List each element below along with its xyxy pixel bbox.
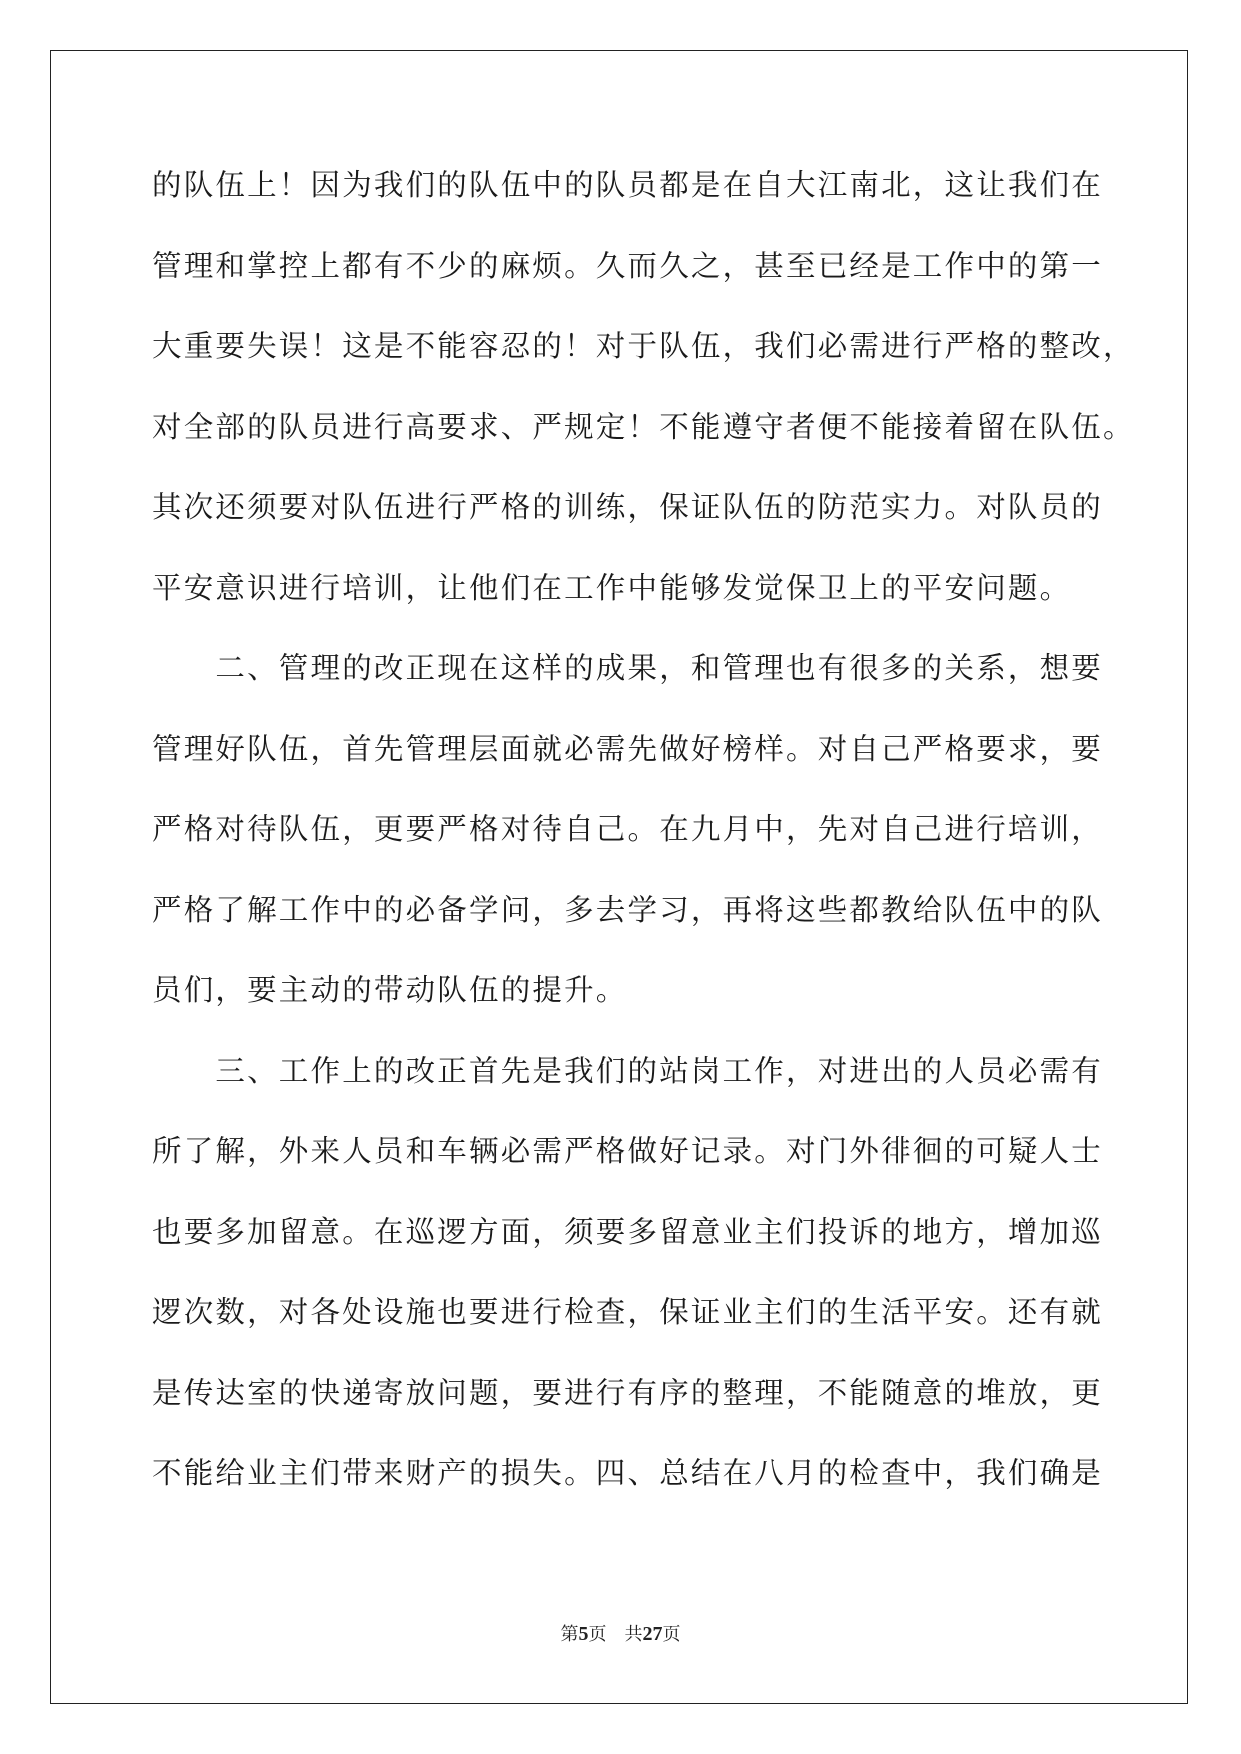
- text-line: 其次还须要对队伍进行严格的训练，保证队伍的防范实力。对队员的: [152, 490, 1104, 524]
- page-footer: [0, 1620, 1241, 1646]
- text-line: 员们，要主动的带动队伍的提升。: [152, 973, 628, 1007]
- text-line: 三、工作上的改正首先是我们的站岗工作，对进出的人员必需有: [152, 1053, 1104, 1088]
- total-suffix: 页: [662, 1624, 681, 1645]
- text-line: 所了解，外来人员和车辆必需严格做好记录。对门外徘徊的可疑人士: [152, 1134, 1104, 1168]
- total-pages: 27: [642, 1623, 663, 1645]
- text-line: 大重要失误！这是不能容忍的！对于队伍，我们必需进行严格的整改，: [152, 329, 1135, 363]
- total-prefix: 共: [624, 1624, 643, 1645]
- text-line: 逻次数，对各处设施也要进行检查，保证业主们的生活平安。还有就: [152, 1295, 1104, 1329]
- text-line: 对全部的队员进行高要求、严规定！不能遵守者便不能接着留在队伍。: [152, 409, 1135, 444]
- text-line: 是传达室的快递寄放问题，要进行有序的整理，不能随意的堆放，更: [152, 1375, 1104, 1410]
- text-line: 也要多加留意。在巡逻方面，须要多留意业主们投诉的地方，增加巡: [152, 1214, 1104, 1249]
- page-number: 5: [578, 1623, 589, 1645]
- text-line: 的队伍上！因为我们的队伍中的队员都是在自大江南北，这让我们在: [152, 168, 1104, 202]
- text-line: 二、管理的改正现在这样的成果，和管理也有很多的关系，想要: [152, 651, 1104, 685]
- text-line: 不能给业主们带来财产的损失。四、总结在八月的检查中，我们确是: [152, 1456, 1104, 1490]
- page-suffix: 页: [588, 1624, 607, 1645]
- text-line: 严格对待队伍，更要严格对待自己。在九月中，先对自己进行培训，: [152, 812, 1104, 846]
- document-body: [152, 162, 1135, 1531]
- page-prefix: 第: [560, 1624, 579, 1645]
- text-line: 管理和掌控上都有不少的麻烦。久而久之，甚至已经是工作中的第一: [152, 248, 1104, 283]
- text-line: 平安意识进行培训，让他们在工作中能够发觉保卫上的平安问题。: [152, 570, 1072, 605]
- text-line: 严格了解工作中的必备学问，多去学习，再将这些都教给队伍中的队: [152, 892, 1104, 927]
- text-line: 管理好队伍，首先管理层面就必需先做好榜样。对自己严格要求，要: [152, 731, 1104, 766]
